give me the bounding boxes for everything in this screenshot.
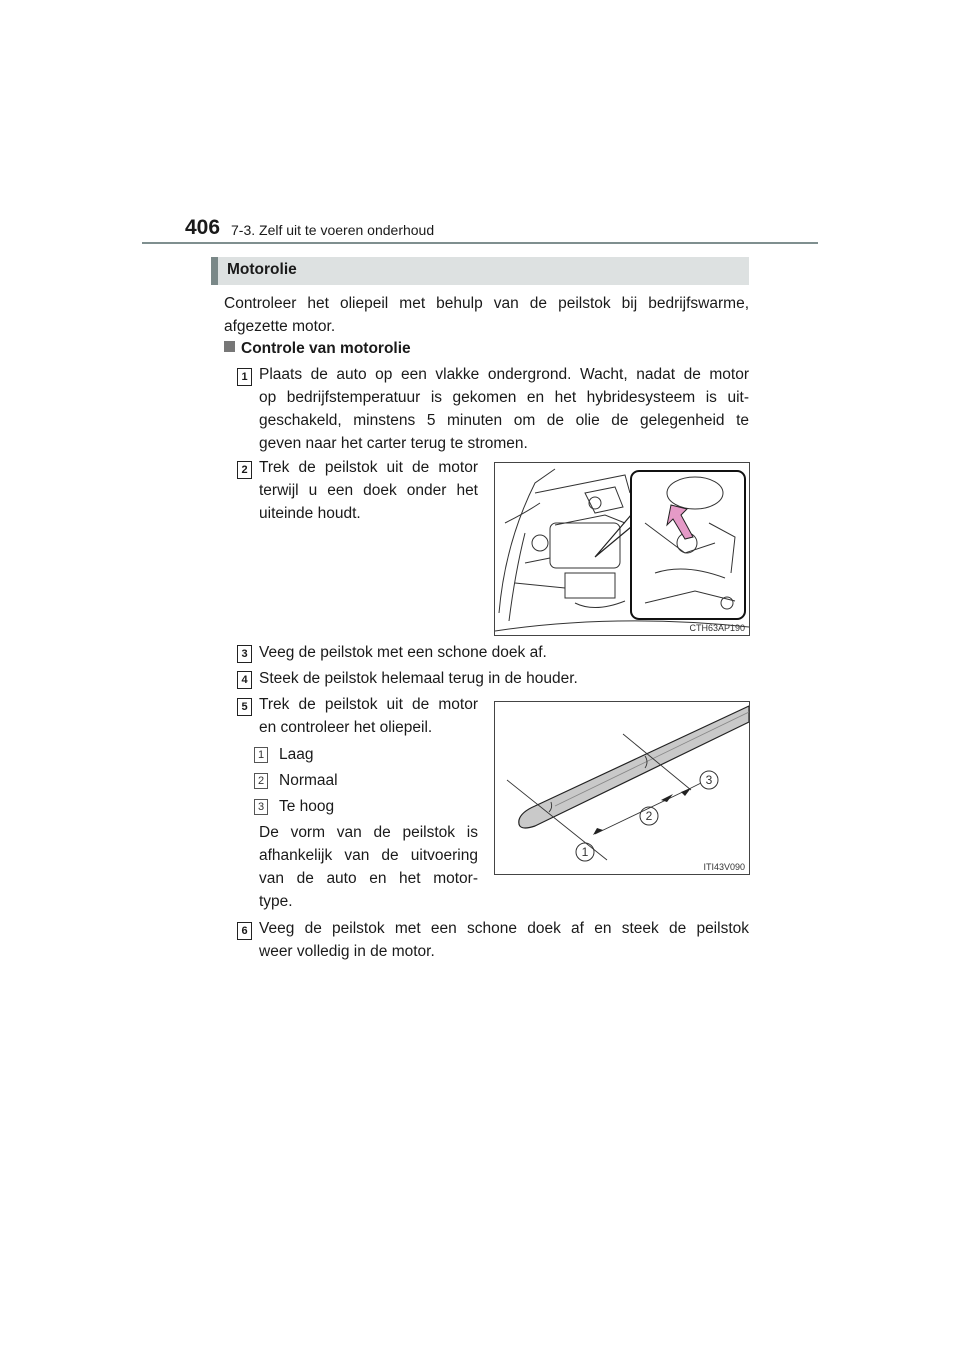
step-line: op bedrijfstemperatuur is gekomen en het hybridesysteem is uit-	[259, 389, 749, 406]
step-line: Veeg de peilstok met een schone doek af.	[259, 644, 547, 661]
level-label: Te hoog	[279, 798, 335, 815]
intro-line: afgezette motor.	[224, 318, 336, 335]
step-line: Plaats de auto op een vlakke ondergrond. Wacht, nadat de motor	[259, 366, 749, 383]
header-rule	[142, 242, 818, 244]
dipstick-drawing	[495, 702, 749, 874]
step-4-text	[259, 667, 749, 690]
subheading-text: Controle van motorolie	[241, 340, 411, 357]
page-number: 406	[185, 216, 221, 239]
step-line: en controleer het oliepeil.	[259, 719, 433, 736]
step-badge: 2	[237, 461, 252, 479]
step-badge: 1	[237, 368, 252, 386]
step-line: Veeg de peilstok met een schone doek af en steek de peilstok	[259, 920, 749, 937]
step-line: terwijl u een doek onder het	[259, 482, 478, 499]
callout-1: 1	[581, 845, 589, 859]
callout-2: 2	[645, 809, 653, 823]
level-label: Laag	[279, 746, 314, 763]
step-badge: 3	[237, 645, 252, 663]
engine-drawing	[495, 463, 749, 635]
step-line: geven naar het carter terug te stromen.	[259, 435, 528, 452]
step-3-text	[259, 641, 749, 664]
level-number: 2	[254, 773, 268, 789]
intro-line: Controleer het oliepeil met behulp van de peilstok bij bedrijfswarme,	[224, 295, 749, 312]
level-number: 3	[254, 799, 268, 815]
step-line: weer volledig in de motor.	[259, 943, 435, 960]
step-badge: 4	[237, 671, 252, 689]
note-line: De vorm van de peilstok is	[259, 824, 478, 841]
figure-code: ITI43V090	[703, 862, 745, 872]
step-2-text	[259, 456, 478, 525]
level-number: 1	[254, 747, 268, 763]
step-line: Trek de peilstok uit de motor	[259, 696, 478, 713]
step-badge: 5	[237, 698, 252, 716]
note-line: afhankelijk van de uitvoering	[259, 847, 478, 864]
step-line: uiteinde houdt.	[259, 505, 361, 522]
step-line: Trek de peilstok uit de motor	[259, 459, 478, 476]
subheading	[224, 340, 411, 358]
dipstick-illustration	[494, 701, 750, 875]
note-line: type.	[259, 893, 293, 910]
intro-paragraph	[224, 292, 749, 338]
note-line: van de auto en het motor-	[259, 870, 478, 887]
step-6-text	[259, 917, 749, 963]
level-label: Normaal	[279, 772, 338, 789]
step-line: Steek de peilstok helemaal terug in de houder.	[259, 670, 578, 687]
figure-code: CTH63AP190	[689, 623, 745, 633]
step-badge: 6	[237, 922, 252, 940]
step-1-text	[259, 363, 749, 455]
engine-illustration	[494, 462, 750, 636]
callout-3: 3	[705, 773, 713, 787]
step-5-note	[259, 821, 478, 913]
section-header	[211, 257, 749, 285]
square-bullet-icon	[224, 341, 235, 352]
section-title: Motorolie	[227, 261, 297, 278]
step-5-text	[259, 693, 478, 739]
step-line: geschakeld, minstens 5 minuten om de olie de gelegenheid te	[259, 412, 749, 429]
chapter-title: 7-3. Zelf uit te voeren onderhoud	[231, 222, 435, 238]
